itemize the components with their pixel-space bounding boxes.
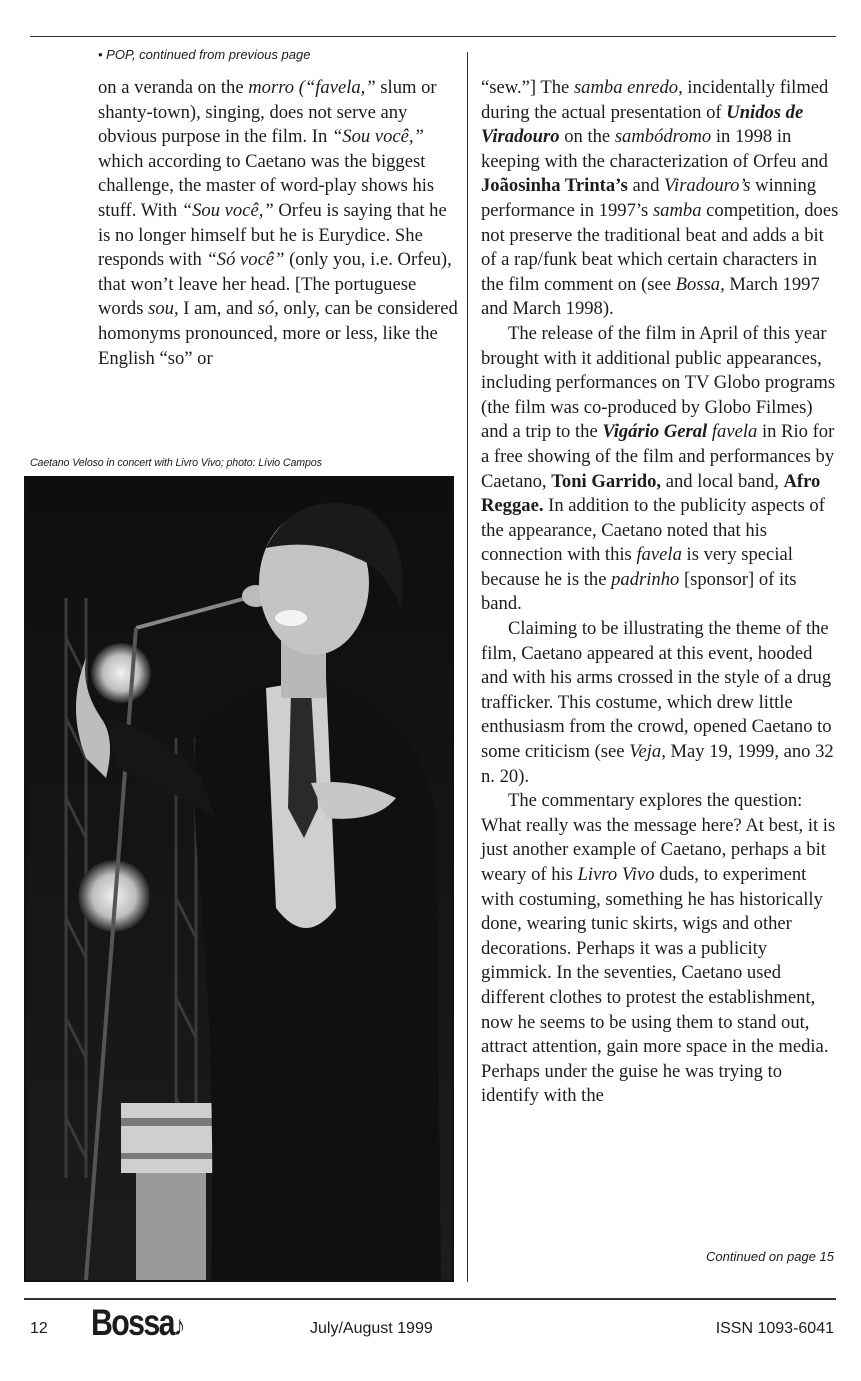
- photo-caption: Caetano Veloso in concert with Livro Vivo; photo: Lívio Campos: [30, 457, 322, 469]
- concert-photo: [24, 476, 454, 1282]
- column-divider: [467, 52, 468, 1282]
- paragraph: Claiming to be illustrating the theme of the film, Caetano appeared at this event, hooded and with his arms crossed in the style of a drug trafficker. This costume, which drew little enthusiasm from the crowd, opened Caetano to some criticism (see Veja, May 19, 1999, ano 32 n. 20).: [481, 618, 834, 787]
- issue-date: July/August 1999: [310, 1320, 433, 1337]
- bossa-logo: Bossa♪: [91, 1302, 184, 1343]
- page-number: 12: [30, 1320, 48, 1337]
- right-column-text: [481, 76, 841, 1109]
- continued-from-note: • POP, continued from previous page: [98, 47, 311, 62]
- top-rule: [30, 36, 836, 37]
- paragraph: “sew.”] The samba enredo, incidentally filmed during the actual presentation of Unidos de Viradouro on the sambódromo in 1998 in keeping with the characterization of Orfeu and Joãosinha Trinta’s and Viradouro’s winning performance in 1997’s samba competition, does not preserve the traditional beat and adds a bit of a rap/funk beat which certain characters in the film comment on (see Bossa, March 1997 and March 1998).: [481, 77, 839, 320]
- paragraph: The release of the film in April of this year brought with it additional public appearances, including performances on TV Globo programs (the film was co-produced by Globo Filmes) and a trip to the Vigário Geral favela in Rio for a free showing of the film and performances by Caetano, Toni Garrido, and local band, Afro Reggae. In addition to the publicity aspects of the appearance, Caetano noted that his connection with this favela is very special because he is the padrinho [sponsor] of its band.: [481, 322, 836, 615]
- issn: ISSN 1093-6041: [715, 1320, 834, 1337]
- left-column-text: on a veranda on the morro (“favela,” slum or shanty-town), singing, does not serve any obvious purpose in the film. In “Sou você,” which according to Caetano was the biggest challenge, the master of word-play shows his stuff. With “Sou você,” Orfeu is saying that he is no longer himself but he is Eurydice. She responds with “Só você” (only you, i.e. Orfeu), that won’t leave her head. [The portuguese words sou, I am, and só, only, can be considered homonyms pronounced, more or less, like the English “so” or: [98, 77, 458, 369]
- bottom-rule: [24, 1298, 836, 1300]
- paragraph: The commentary explores the question: What really was the message here? At best, it is just another example of Caetano, perhaps a bit weary of his Livro Vivo duds, to experiment with costuming, something he has historically done, wearing tunic skirts, wigs and other decorations. Perhaps it was a publicity gimmick. In the seventies, Caetano used different clothes to protest the establishment, now he seems to be using them to stand out, attract attention, gain more space in the media. Perhaps under the guise he was trying to identify with the: [481, 790, 836, 1107]
- concert-photo-illustration: [26, 478, 452, 1280]
- music-note-icon: ♪: [173, 1310, 184, 1341]
- continued-on-note: Continued on page 15: [706, 1249, 834, 1264]
